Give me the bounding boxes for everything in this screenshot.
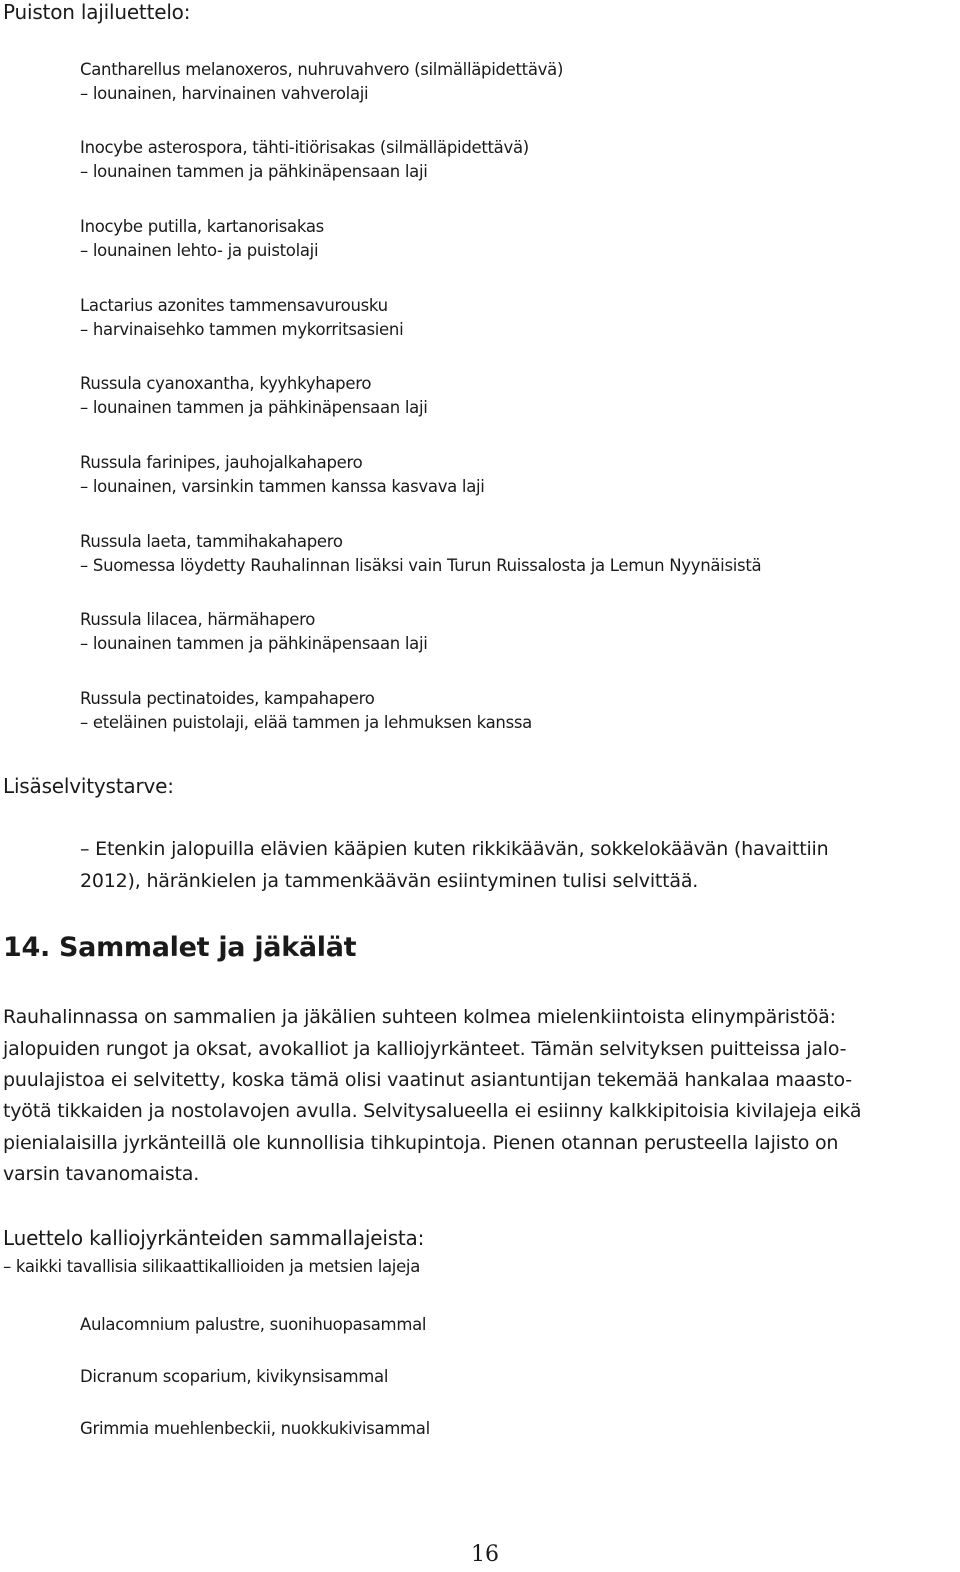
species-entry <box>80 610 428 653</box>
species-entry <box>80 689 532 732</box>
species-note: – lounainen, varsinkin tammen kanssa kasvava laji <box>80 477 485 496</box>
species-entry <box>80 296 403 339</box>
species-entry <box>80 217 324 260</box>
section-paragraph-line: pienialaisilla jyrkänteillä ole kunnollisia tihkupintoja. Pienen otannan perusteella lajisto on <box>3 1132 839 1154</box>
species-entry <box>80 60 563 103</box>
moss-list-note: – kaikki tavallisia silikaattikallioiden ja metsien lajeja <box>3 1257 421 1276</box>
moss-item: Grimmia muehlenbeckii, nuokkukivisammal <box>80 1419 430 1438</box>
moss-item: Dicranum scoparium, kivikynsisammal <box>80 1367 389 1386</box>
species-name: Russula laeta, tammihakahapero <box>80 532 343 551</box>
species-name: Russula pectinatoides, kampahapero <box>80 689 375 708</box>
species-name: Russula lilacea, härmähapero <box>80 610 316 629</box>
species-name: Inocybe putilla, kartanorisakas <box>80 217 324 236</box>
species-name: Russula farinipes, jauhojalkahapero <box>80 453 363 472</box>
species-list-heading: Puiston lajiluettelo: <box>3 0 191 24</box>
section-paragraph-line: työtä tikkaiden ja nostolavojen avulla. Selvitysalueella ei esiinny kalkkipitoisia kivilajeja eikä <box>3 1100 862 1122</box>
section-paragraph-line: jalopuiden rungot ja oksat, avokalliot ja kalliojyrkänteet. Tämän selvityksen puitteissa jalo- <box>3 1038 847 1060</box>
species-note: – eteläinen puistolaji, elää tammen ja lehmuksen kanssa <box>80 713 532 732</box>
species-entry <box>80 374 428 417</box>
species-note: – lounainen tammen ja pähkinäpensaan laji <box>80 398 428 417</box>
species-note: – Suomessa löydetty Rauhalinnan lisäksi vain Turun Ruissalosta ja Lemun Nyynäisistä <box>80 556 762 575</box>
moss-list-heading: Luettelo kalliojyrkänteiden sammallajeista: <box>3 1226 425 1250</box>
species-note: – lounainen, harvinainen vahverolaji <box>80 84 369 103</box>
species-note: – harvinaisehko tammen mykorritsasieni <box>80 320 404 339</box>
moss-item: Aulacomnium palustre, suonihuopasammal <box>80 1315 427 1334</box>
further-study-line: 2012), häränkielen ja tammenkäävän esiintyminen tulisi selvittää. <box>80 870 699 892</box>
species-name: Cantharellus melanoxeros, nuhruvahvero (silmälläpidettävä) <box>80 60 564 79</box>
section-title: 14. Sammalet ja jäkälät <box>3 932 357 963</box>
species-name: Lactarius azonites tammensavurousku <box>80 296 388 315</box>
species-entry <box>80 453 485 496</box>
section-paragraph-line: varsin tavanomaista. <box>3 1163 200 1185</box>
species-name: Russula cyanoxantha, kyyhkyhapero <box>80 374 372 393</box>
species-note: – lounainen tammen ja pähkinäpensaan laji <box>80 162 428 181</box>
further-study-heading: Lisäselvitystarve: <box>3 774 174 798</box>
species-entry <box>80 532 761 575</box>
species-entry <box>80 138 529 181</box>
section-paragraph-line: puulajistoa ei selvitetty, koska tämä olisi vaatinut asiantuntijan tekemää hankalaa maasto- <box>3 1069 852 1091</box>
further-study-line: – Etenkin jalopuilla elävien kääpien kuten rikkikäävän, sokkelokäävän (havaittiin <box>80 838 829 860</box>
page-number: 16 <box>471 1542 499 1567</box>
section-paragraph-line: Rauhalinnassa on sammalien ja jäkälien suhteen kolmea mielenkiintoista elinympäristöä: <box>3 1006 836 1028</box>
species-name: Inocybe asterospora, tähti-itiörisakas (silmälläpidettävä) <box>80 138 529 157</box>
species-note: – lounainen tammen ja pähkinäpensaan laji <box>80 634 428 653</box>
species-note: – lounainen lehto- ja puistolaji <box>80 241 319 260</box>
